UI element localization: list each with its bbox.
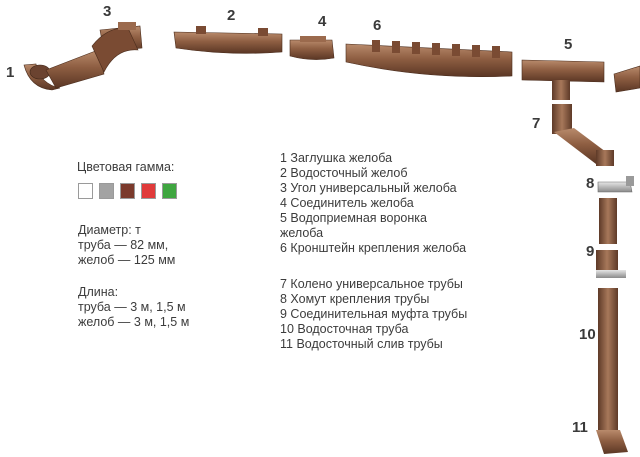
legend-item: 7 Колено универсальное трубы	[280, 277, 463, 291]
color-range-title: Цветовая гамма:	[77, 160, 175, 174]
legend-item: 10 Водосточная труба	[280, 322, 409, 336]
diameter-line: Диаметр: т	[78, 223, 141, 237]
legend-item: желоба	[280, 226, 324, 240]
callout-7: 7	[532, 115, 541, 132]
color-swatch-white	[78, 183, 93, 199]
callout-11: 11	[572, 419, 588, 436]
pipe-outlet-part	[596, 408, 628, 454]
length-specs	[78, 285, 189, 330]
legend-item: 11 Водосточный слив трубы	[280, 337, 443, 351]
legend-item: 6 Кронштейн крепления желоба	[280, 241, 467, 255]
gutter-with-brackets-part	[346, 40, 512, 77]
downpipe-part	[598, 288, 618, 408]
callout-4: 4	[318, 13, 327, 30]
gutter-corner-part	[46, 22, 142, 88]
gutter-right-piece	[614, 66, 640, 92]
diameter-specs	[78, 223, 175, 268]
callout-2: 2	[227, 7, 236, 24]
legend-item: 5 Водоприемная воронка	[280, 211, 427, 225]
legend-item: 3 Угол универсальный желоба	[280, 181, 457, 195]
gutter-part	[174, 26, 282, 53]
legend-item: 8 Хомут крепления трубы	[280, 292, 430, 306]
color-swatch-red	[141, 183, 156, 199]
callout-6: 6	[373, 17, 382, 34]
callout-10: 10	[579, 326, 596, 343]
pipe-elbow-part	[552, 104, 614, 166]
legend-group-pipe	[280, 277, 467, 352]
gutter-connector-part	[290, 36, 334, 60]
length-line: желоб — 3 м, 1,5 м	[78, 315, 190, 329]
legend-item: 2 Водосточный желоб	[280, 166, 408, 180]
callout-9: 9	[586, 243, 595, 260]
diameter-line: желоб — 125 мм	[78, 253, 176, 267]
color-swatch-brown	[120, 183, 135, 199]
legend-item: 4 Соединитель желоба	[280, 196, 414, 210]
callout-8: 8	[586, 175, 595, 192]
legend-item: 1 Заглушка желоба	[280, 151, 393, 165]
pipe-clamp-part	[598, 176, 634, 192]
callout-3: 3	[103, 3, 112, 20]
legend-group-gutter	[280, 151, 466, 256]
gutter-funnel-part	[522, 60, 604, 100]
callout-5: 5	[564, 36, 573, 53]
legend-item: 9 Соединительная муфта трубы	[280, 307, 468, 321]
pipe-segment-part	[599, 198, 617, 244]
callout-1: 1	[6, 64, 15, 81]
diameter-line: труба — 82 мм,	[78, 238, 169, 252]
length-line: труба — 3 м, 1,5 м	[78, 300, 186, 314]
pipe-coupling-part	[596, 250, 626, 278]
color-swatch-green	[162, 183, 177, 199]
color-swatch-gray	[99, 183, 114, 199]
length-line: Длина:	[78, 285, 119, 299]
